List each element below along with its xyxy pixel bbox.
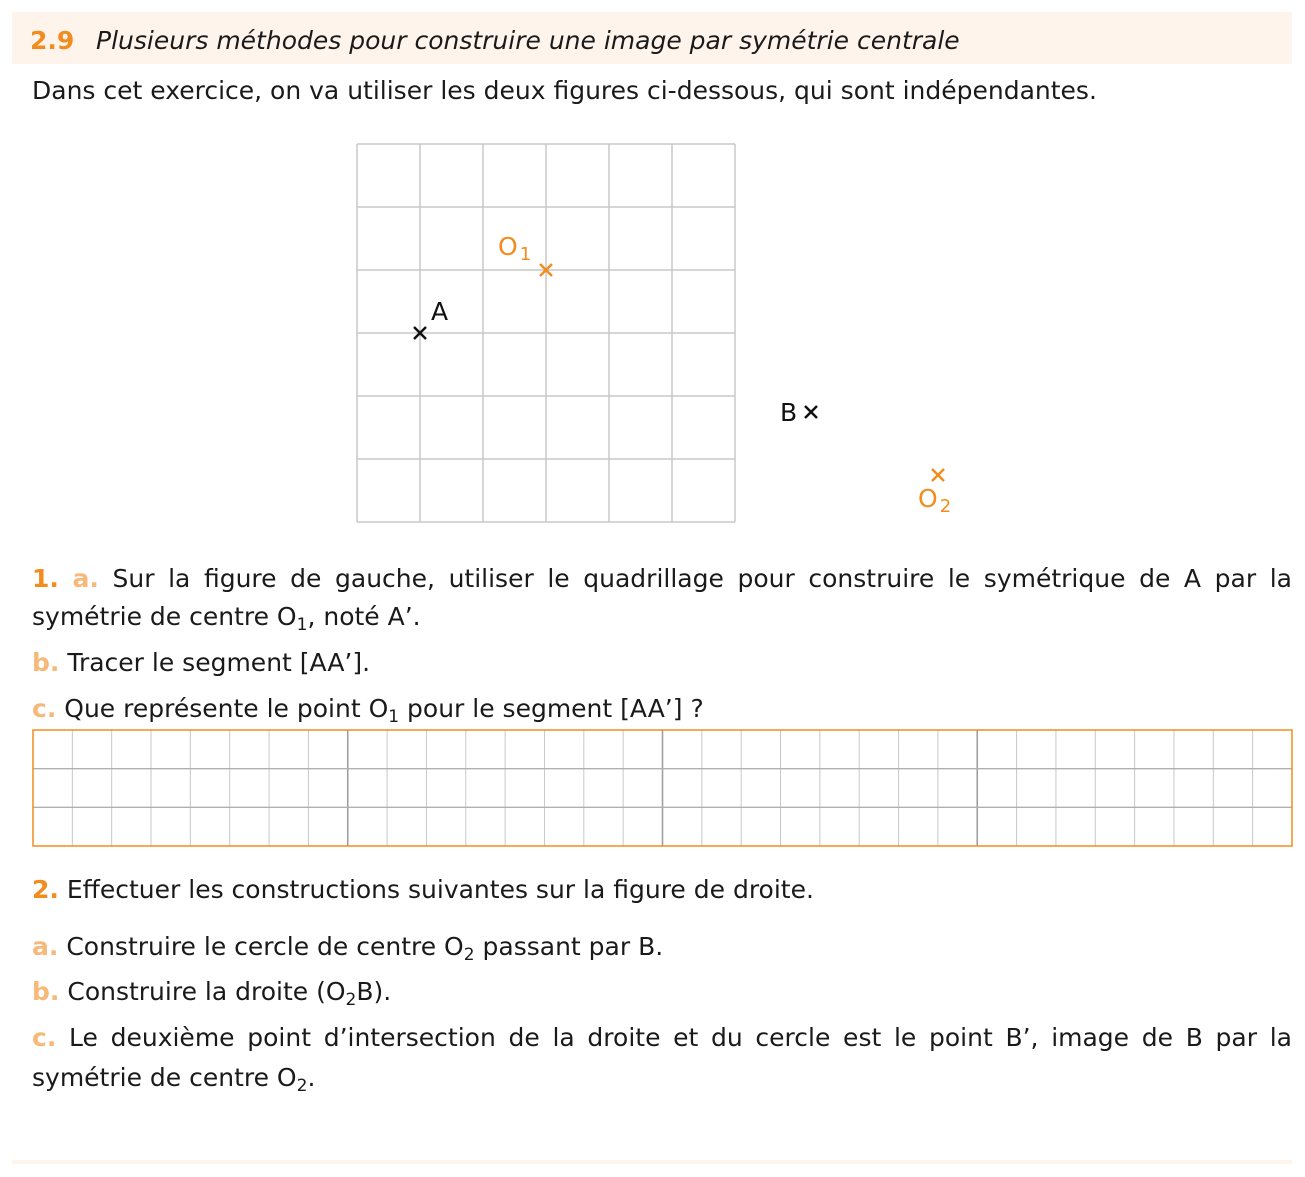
- point-a-label: A: [431, 297, 449, 326]
- q2a-line: [32, 930, 663, 964]
- q2b-text-1: Construire la droite (O: [67, 977, 346, 1006]
- q1a-text-3: , noté A’.: [307, 602, 421, 631]
- footer-band: [12, 1160, 1292, 1164]
- q1a-line2: [32, 600, 421, 634]
- q2c-text-2: symétrie de centre O: [32, 1063, 297, 1092]
- q1-number: 1.: [32, 564, 59, 593]
- q2a-text-2: passant par B.: [474, 932, 664, 961]
- q2c-label: c.: [32, 1023, 57, 1052]
- q1c-text-2: pour le segment [AA’] ?: [399, 694, 704, 723]
- q2b-label: b.: [32, 977, 60, 1006]
- figures: [0, 0, 1305, 540]
- point-b-cross: [805, 406, 817, 418]
- q2c-text-3: .: [307, 1063, 316, 1092]
- exercise-title: Plusieurs méthodes pour construire une image par symétrie centrale: [96, 26, 960, 55]
- q2c-line2: [32, 1061, 315, 1095]
- center-o2-label: O $_2$: [918, 484, 952, 517]
- left-figure-grid: [357, 144, 735, 522]
- q1a-line1: [32, 562, 1292, 596]
- q1c-label: c.: [32, 694, 57, 723]
- q2b-text-2: B).: [356, 977, 392, 1006]
- point-b-label: B: [780, 398, 798, 427]
- q2a-label: a.: [32, 932, 59, 961]
- q2c-index: 2: [296, 1076, 308, 1096]
- q1a-text: Sur la figure de gauche, utiliser le quadrillage pour construire le symétrique de A par la: [112, 564, 1292, 593]
- q2b-index: 2: [345, 990, 357, 1010]
- q1c-text-1: Que représente le point O: [64, 694, 389, 723]
- q2-number: 2.: [32, 875, 59, 904]
- q2-intro-line: [32, 873, 814, 907]
- q1a-label: a.: [72, 564, 99, 593]
- q1b-line: [32, 646, 370, 680]
- q2a-index: 2: [463, 945, 475, 965]
- q2-intro: Effectuer les constructions suivantes sur la figure de droite.: [66, 875, 814, 904]
- q2a-text-1: Construire le cercle de centre O: [66, 932, 464, 961]
- center-o2-cross: [932, 469, 944, 481]
- q1a-index: 1: [296, 615, 308, 635]
- q1b-text: Tracer le segment [AA’].: [67, 648, 371, 677]
- intro-text: Dans cet exercice, on va utiliser les deux figures ci-dessous, qui sont indépendantes.: [32, 76, 1097, 105]
- q1c-index: 1: [388, 707, 400, 727]
- q1c-line: [32, 692, 704, 726]
- q1a-text-2: symétrie de centre O: [32, 602, 297, 631]
- q2b-line: [32, 975, 391, 1009]
- exercise-number: 2.9: [30, 26, 75, 55]
- center-o1-label: O $_1$: [498, 232, 532, 265]
- q1b-label: b.: [32, 648, 60, 677]
- answer-grid[interactable]: [0, 725, 1305, 850]
- q2c-text-1: Le deuxième point d’intersection de la droite et du cercle est le point B’, image de B par la: [69, 1023, 1292, 1052]
- q2c-line1: [32, 1021, 1292, 1055]
